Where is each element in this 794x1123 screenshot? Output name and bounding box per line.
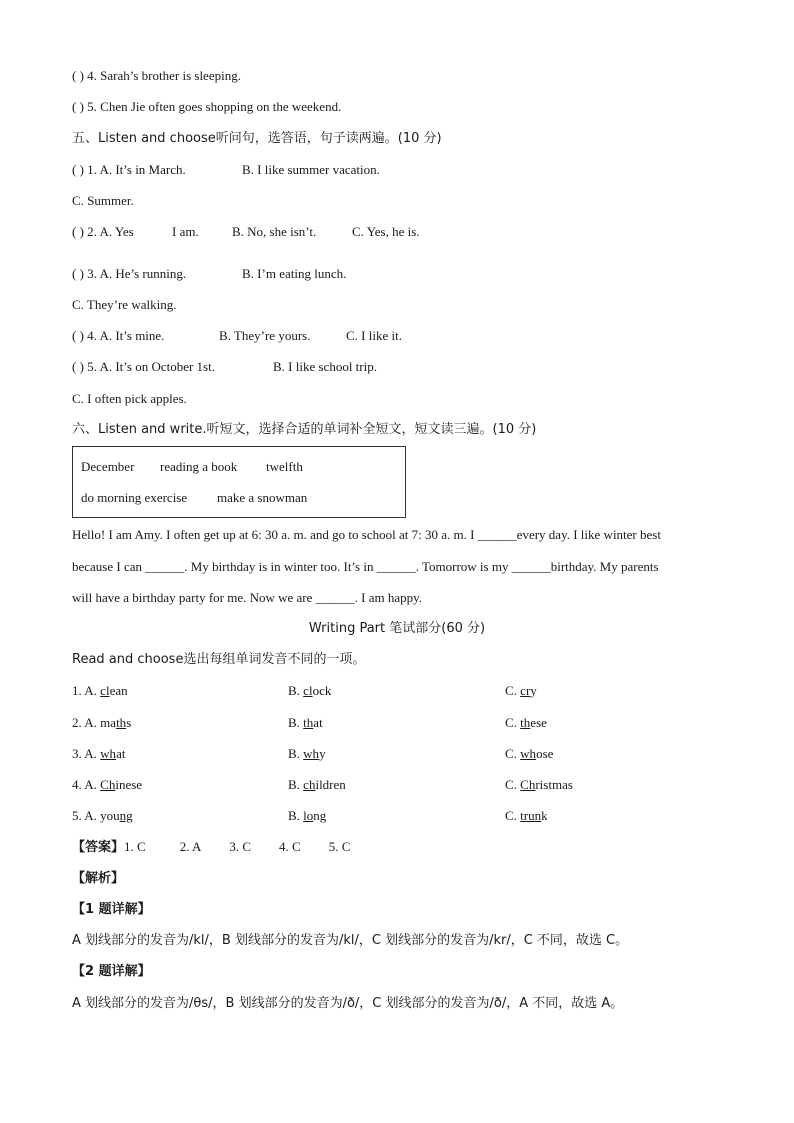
detail-2-label: 【2 题详解】 <box>72 964 151 979</box>
s5-q5-option-c: C. I often pick apples. <box>72 391 187 406</box>
s5-q3-option-c: C. They’re walking. <box>72 297 177 312</box>
phonics-option-c: C. cry <box>505 683 537 698</box>
writing-instruction: Read and choose选出每组单词发音不同的一项。 <box>72 652 366 667</box>
s5-q3-stem: ( ) 3. A. He’s running. <box>72 266 187 281</box>
section5-heading: 五、Listen and choose听问句，选答语，句子读两遍。(10 分) <box>72 131 442 146</box>
word-bank-item: twelfth <box>266 459 303 474</box>
s5-q2-option-b: B. No, she isn’t. <box>232 224 317 239</box>
s5-q5-option-b: B. I like school trip. <box>273 359 377 374</box>
passage-line-3: will have a birthday party for me. Now we are ______. I am happy. <box>72 590 423 605</box>
phonics-row: 5. A. young <box>72 808 133 823</box>
phonics-option-c: C. Christmas <box>505 777 573 792</box>
answer-item: 1. C <box>124 839 146 854</box>
judge-item-4: ( ) 4. Sarah’s brother is sleeping. <box>72 68 241 83</box>
writing-part-heading: Writing Part 笔试部分(60 分) <box>308 621 486 636</box>
judge-item-5: ( ) 5. Chen Jie often goes shopping on the weekend. <box>72 99 342 114</box>
phonics-option-b: B. long <box>288 808 327 823</box>
s5-q2-option-c: C. Yes, he is. <box>352 224 420 239</box>
s5-q2-stem-cont: I am. <box>172 224 199 239</box>
phonics-row: 3. A. what <box>72 746 126 761</box>
analysis-label: 【解析】 <box>72 871 125 886</box>
phonics-row: 4. A. Chinese <box>72 777 143 792</box>
word-bank-item: December <box>81 459 135 474</box>
detail-2-text: A 划线部分的发音为/θs/，B 划线部分的发音为/ð/，C 划线部分的发音为/ð/，A 不同，故选 A。 <box>72 996 624 1011</box>
phonics-option-c: C. trunk <box>505 808 548 823</box>
answer-line <box>72 838 350 857</box>
s5-q5-stem: ( ) 5. A. It’s on October 1st. <box>72 359 215 374</box>
answer-item: 4. C <box>279 839 301 854</box>
answer-item: 2. A <box>179 839 202 854</box>
word-bank-item: do morning exercise <box>81 490 188 505</box>
s5-q4-option-c: C. I like it. <box>346 328 402 343</box>
passage-line-1: Hello! I am Amy. I often get up at 6: 30 a. m. and go to school at 7: 30 a. m. I ______every day. I like winter best <box>72 527 661 542</box>
passage-line-2: because I can ______. My birthday is in winter too. It’s in ______. Tomorrow is my ______birthday. My parents <box>72 559 659 574</box>
answer-label: 【答案】 <box>72 840 125 855</box>
phonics-option-b: B. children <box>288 777 346 792</box>
s5-q1-option-b: B. I like summer vacation. <box>242 162 380 177</box>
s5-q2-stem: ( ) 2. A. Yes <box>72 224 134 239</box>
answer-item: 3. C <box>229 839 252 854</box>
word-bank-item: make a snowman <box>217 490 308 505</box>
phonics-option-c: C. these <box>505 715 547 730</box>
phonics-option-c: C. whose <box>505 746 554 761</box>
s5-q3-option-b: B. I’m eating lunch. <box>242 266 347 281</box>
s5-q4-stem: ( ) 4. A. It’s mine. <box>72 328 165 343</box>
s5-q1-stem: ( ) 1. A. It’s in March. <box>72 162 186 177</box>
word-bank-box <box>72 446 406 518</box>
detail-1-text: A 划线部分的发音为/kl/，B 划线部分的发音为/kl/，C 划线部分的发音为/kr/，C 不同，故选 C。 <box>72 933 629 948</box>
phonics-row: 1. A. clean <box>72 683 128 698</box>
phonics-row: 2. A. maths <box>72 715 132 730</box>
answer-item: 5. C <box>328 839 351 854</box>
s5-q4-option-b: B. They’re yours. <box>219 328 311 343</box>
detail-1-label: 【1 题详解】 <box>72 902 151 917</box>
section6-heading: 六、Listen and write.听短文，选择合适的单词补全短文，短文读三遍。(10 分) <box>72 422 537 437</box>
phonics-option-b: B. that <box>288 715 323 730</box>
s5-q1-option-c: C. Summer. <box>72 193 134 208</box>
phonics-option-b: B. why <box>288 746 326 761</box>
word-bank-item: reading a book <box>160 459 238 474</box>
phonics-option-b: B. clock <box>288 683 332 698</box>
